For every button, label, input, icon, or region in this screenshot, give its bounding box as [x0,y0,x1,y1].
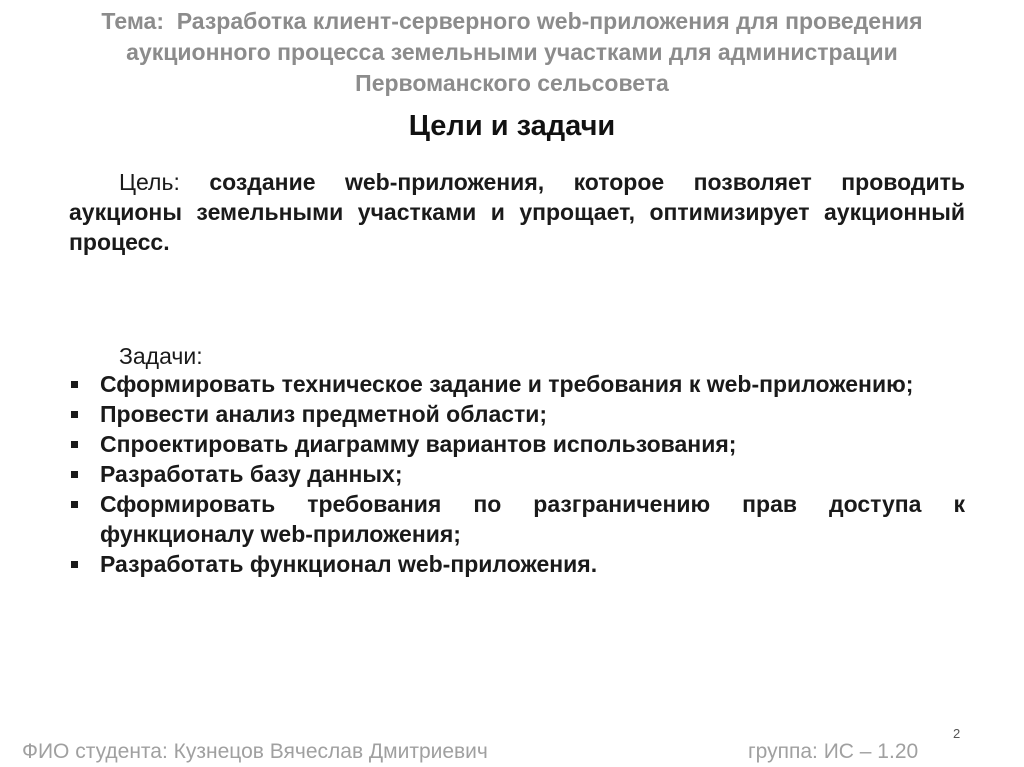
task-text: Спроектировать диаграмму вариантов использования; [100,431,737,457]
square-bullet-icon [71,471,78,478]
square-bullet-icon [71,561,78,568]
task-text: Сформировать техническое задание и требования к web-приложению; [100,371,914,397]
task-item [69,399,965,429]
task-item [69,489,965,549]
footer-student-name: ФИО студента: Кузнецов Вячеслав Дмитриевич [22,740,488,763]
topic-label: Тема: [101,8,164,34]
topic-header [40,6,984,99]
goal-paragraph [69,167,965,257]
task-item [69,369,965,399]
task-item [69,429,965,459]
task-item [69,549,965,579]
square-bullet-icon [71,381,78,388]
task-text: Сформировать требования по разграничению прав доступа к функционалу web-приложения; [100,491,965,547]
task-text: Разработать функционал web-приложения. [100,551,598,577]
square-bullet-icon [71,411,78,418]
page-number: 2 [953,726,961,741]
footer-group: группа: ИС – 1.20 [748,740,919,763]
task-text: Провести анализ предметной области; [100,401,548,427]
square-bullet-icon [71,501,78,508]
square-bullet-icon [71,441,78,448]
topic-text: Разработка клиент-серверного web-приложения для проведения аукционного процесса земельными участками для администрации Первоманского сельсовета [126,8,923,96]
tasks-label: Задачи: [119,343,203,369]
task-list [69,369,965,579]
section-title: Цели и задачи [408,110,616,142]
goal-text: создание web-приложения, которое позволяет проводить аукционы земельными участками и упрощает, оптимизирует аукционный процесс. [69,169,965,255]
task-item [69,459,965,489]
task-text: Разработать базу данных; [100,461,403,487]
goal-label: Цель: [119,169,180,195]
